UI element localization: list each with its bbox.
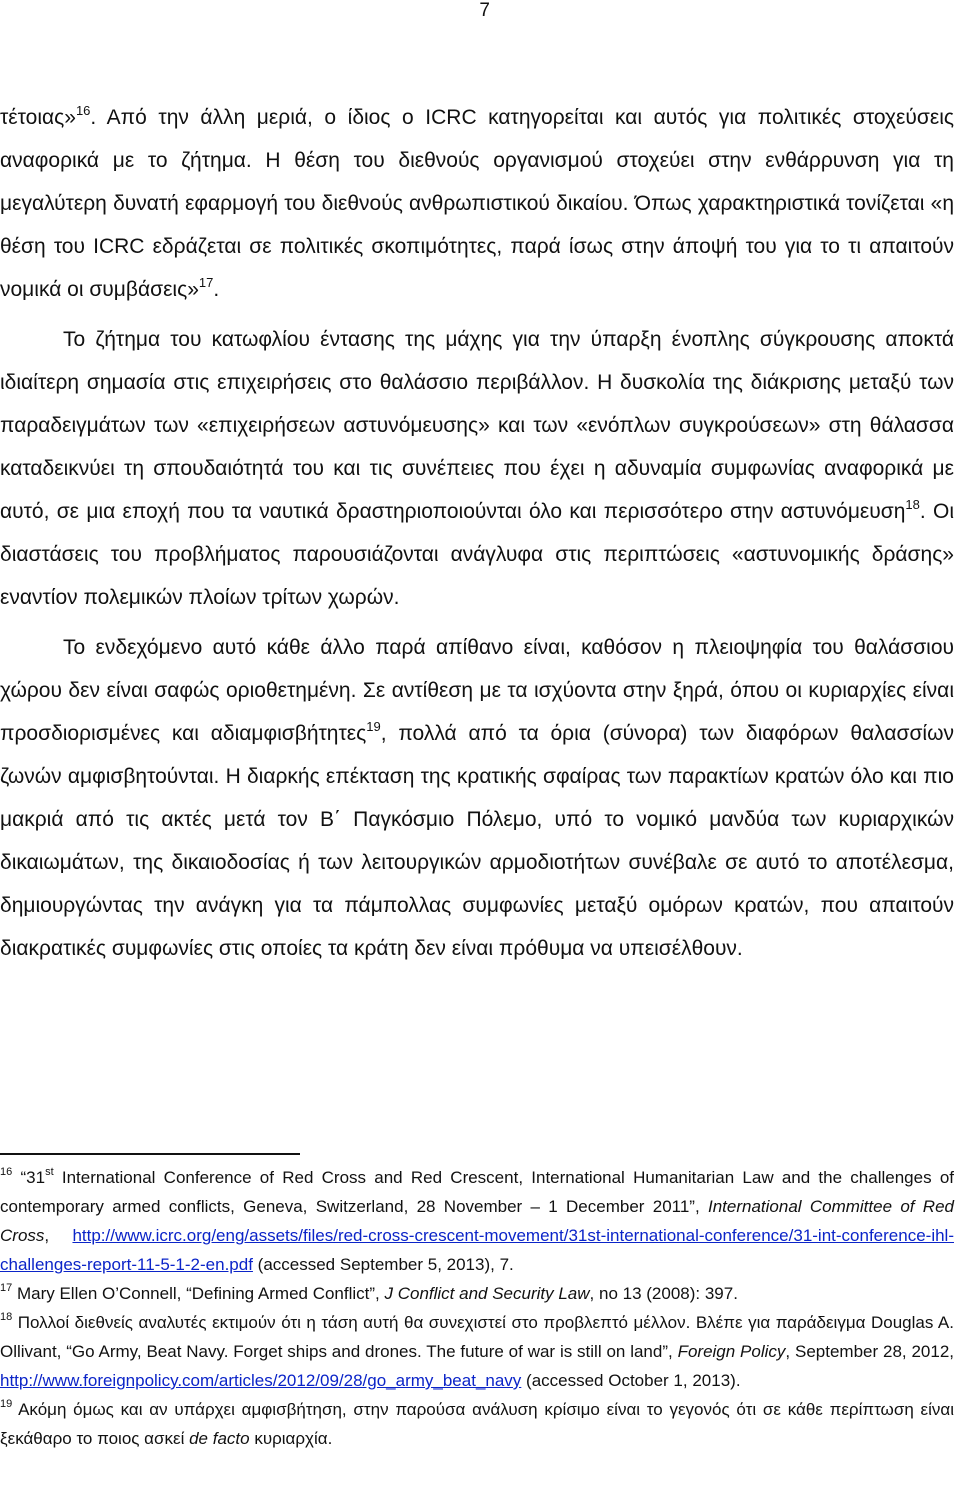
text: Πολλοί διεθνείς αναλυτές εκτιμούν ότι η τάση αυτή θα συνεχιστεί στο προβλεπτό μέλλον. Βλέπε για παράδειγμα Douglas A. Ollivant, “Go Army, Beat Navy. Forget ships and drones. The future of war is still on land”, [0, 1313, 954, 1361]
footnote-18 [0, 1308, 954, 1395]
text: . Οι διαστάσεις του προβλήματος παρουσιάζονται ανάγλυφα στις περιπτώσεις «αστυνομικής δράσης» εναντίον πολεμικών πλοίων τρίτων χωρών. [0, 500, 954, 609]
text: Το ζήτημα του κατωφλίου έντασης της μάχης για την ύπαρξη ένοπλης σύγκρουσης αποκτά ιδιαίτερη σημασία στις επιχειρήσεις στο θαλάσσιο περιβάλλον. Η δυσκολία της διάκρισης μεταξύ των παραδειγμάτων των «επιχειρήσεων αστυνόμευσης» και των «ενόπλων συγκρούσεων» στη θάλασσα καταδεικνύει τη σπουδαιότητά του και τις συνέπειες που έχει η αδυναμία συμφωνίας αναφορικά με αυτό, σε μια εποχή που τα ναυτικά δραστηριοποιούνται όλο και περισσότερο στην αστυνόμευση [0, 328, 954, 523]
text: (accessed October 1, 2013). [521, 1371, 741, 1390]
text: τέτοιας» [0, 106, 76, 129]
ordinal-suffix: st [45, 1166, 54, 1178]
text: (accessed September 5, 2013), 7. [252, 1255, 514, 1274]
footnotes [0, 1163, 954, 1453]
text: . [213, 278, 220, 301]
text: International Conference of Red Cross and Red Crescent, International Humanitarian Law and the challenges of contemporary armed conflicts, Geneva, Switzerland, 28 November – 1 December 2011”, [0, 1168, 954, 1216]
text: , πολλά από τα όρια (σύνορα) των διαφόρων θαλασσίων ζωνών αμφισβητούνται. Η διαρκής επέκταση της κρατικής σφαίρας των παρακτίων κρατών όλο και πιο μακριά από τις ακτές μετά τον Β΄ Παγκόσμιο Πόλεμο, υπό το νομικό μανδύα των κυριαρχικών δικαιωμάτων, της δικαιοδοσίας ή των λειτουργικών αρμοδιοτήτων συνέβαλε σε αυτό το αποτέλεσμα, δημιουργώντας την ανάγκη για τα πάμπολλας συμφωνίες μεταξύ ομόρων κρατών, που απαιτούν διακρατικές συμφωνίες στις οποίες τα κράτη δεν είναι πρόθυμα να υπεισέλθουν. [0, 722, 954, 960]
footnote-number: 16 [0, 1166, 13, 1178]
paragraph [0, 96, 954, 311]
paragraph [0, 318, 954, 619]
text: , September 28, 2012, [785, 1342, 954, 1361]
footnote-number: 17 [0, 1282, 13, 1294]
footnote-separator [0, 1153, 300, 1155]
text: . Από την άλλη μεριά, ο ίδιος ο ICRC κατηγορείται και αυτός για πολιτικές στοχεύσεις αναφορικά με το ζήτημα. Η θέση του διεθνούς οργανισμού στοχεύει στην ενθάρρυνση για τη μεγαλύτερη δυνατή εφαρμογή του διεθνούς ανθρωπιστικού δικαίου. Όπως χαρακτηριστικά τονίζεται «η θέση του ICRC εδράζεται σε πολιτικές σκοπιμότητες, παρά ίσως στην άποψή του για το τι απαιτούν νομικά οι συμβάσεις» [0, 106, 954, 301]
text: , no 13 (2008): 397. [589, 1284, 738, 1303]
footnote-ref[interactable]: 19 [366, 719, 381, 734]
footnote-number: 18 [0, 1311, 13, 1323]
footnote-link[interactable]: http://www.icrc.org/eng/assets/files/red-cross-crescent-movement/31st-international-conference/31-int-conference-ihl-challenges-report-11-5-1-2-en.pdf [0, 1226, 954, 1274]
text: “31 [20, 1168, 46, 1187]
italic-text: J Conflict and Security Law [384, 1284, 590, 1303]
footnote-16 [0, 1163, 954, 1279]
italic-text: de facto [189, 1429, 250, 1448]
footnote-17 [0, 1279, 954, 1308]
footnote-19 [0, 1395, 954, 1453]
text: Ακόμη όμως και αν υπάρχει αμφισβήτηση, στην παρούσα ανάλυση κρίσιμο είναι το γεγονός ότι σε κάθε περίπτωση είναι ξεκάθαρο το ποιος ασκεί [0, 1400, 954, 1448]
text: Mary Ellen O’Connell, “Defining Armed Conflict”, [12, 1284, 385, 1303]
footnote-link[interactable]: http://www.foreignpolicy.com/articles/2012/09/28/go_army_beat_navy [0, 1371, 522, 1390]
footnote-ref[interactable]: 16 [75, 103, 91, 118]
italic-text: International Committee of Red Cross [0, 1197, 954, 1245]
footnote-ref[interactable]: 18 [905, 497, 920, 512]
text: Το ενδεχόμενο αυτό κάθε άλλο παρά απίθανο είναι, καθόσον η πλειοψηφία του θαλάσσιου χώρου δεν είναι σαφώς οριοθετημένη. Σε αντίθεση με τα ισχύοντα στην ξηρά, όπου οι κυριαρχίες είναι προσδιορισμένες και αδιαμφισβήτητες [0, 636, 954, 745]
italic-text: Foreign Policy [677, 1342, 786, 1361]
footnote-ref[interactable]: 17 [198, 275, 214, 290]
paragraph [0, 626, 954, 970]
footnote-number: 19 [0, 1398, 13, 1410]
page-number: 7 [479, 0, 490, 21]
main-text [0, 96, 954, 970]
text: , [44, 1226, 73, 1245]
text: κυριαρχία. [249, 1429, 333, 1448]
